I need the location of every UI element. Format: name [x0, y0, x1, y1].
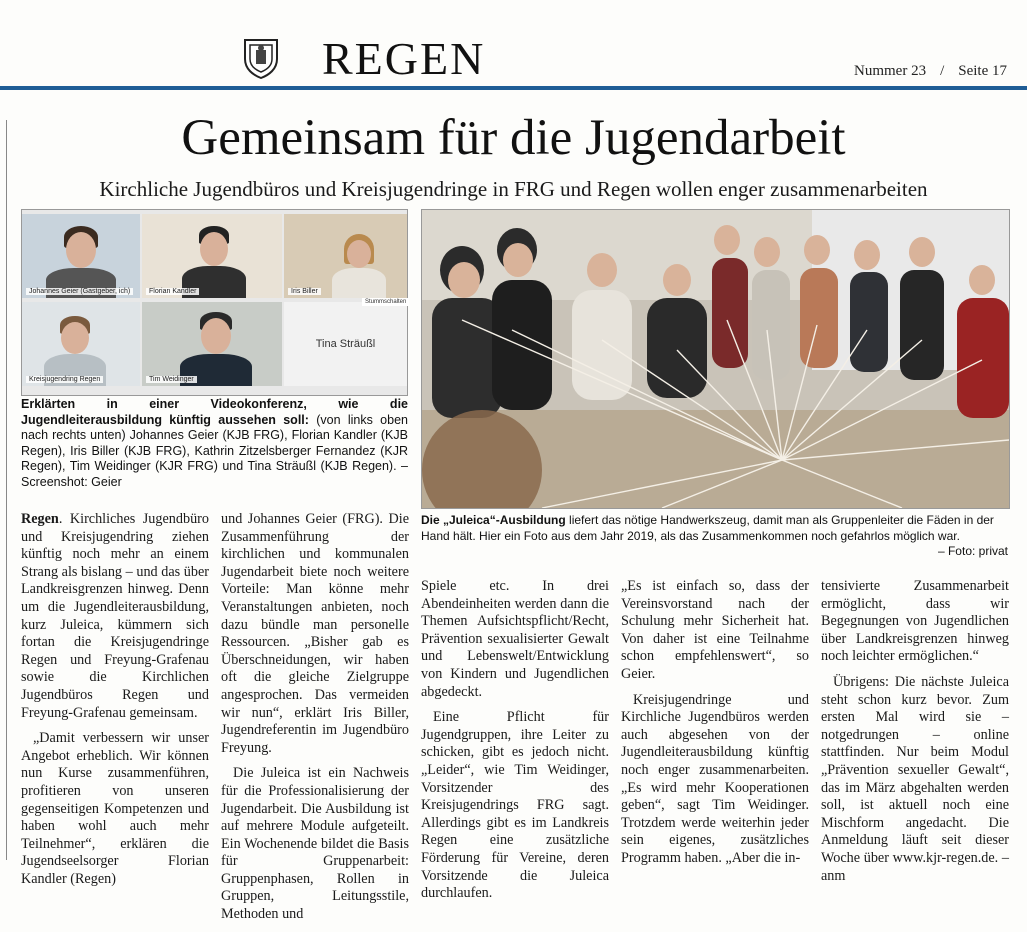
participant-label: Kreisjugendring Regen [26, 376, 103, 383]
photo-credit: – Foto: privat [937, 544, 1008, 558]
article-column-3 [421, 578, 609, 911]
paragraph: und Johannes Geier (FRG). Die Zusammenführung der kirchlichen und kommunalen Jugendarbeit biete noch weitere Vorteile: Man könne mehr Veranstaltungen anbieten, noch dazu bündle man personelle Ressourcen. „Bisher gab es Überschneidungen, wir haben oft die gleiche Zielgruppe angesprochen. Das vermeiden wir nun“, erklärt Iris Biller, Jugendreferentin im Jugendbüro Freyung. [221, 511, 409, 756]
paragraph: Die Juleica ist ein Nachweis für die Professionalisierung der Jugendarbeit. Die Ausbildung ist auf mehrere Module aufgeteilt. Ein Wochenende bildet die Basis für Gruppenarbeit: Gruppenphasen, Rollen in Gruppen, Leitungsstile, Methoden und [221, 765, 409, 923]
group-photo [421, 209, 1010, 509]
caption-video-text: (von links oben nach rechts unten) Johannes Geier (KJB FRG), Florian Kandler (KJB Regen), Iris Biller (KJB FRG), Kathrin Zitzelsberger Fernandez (KJR Regen), Tim Weidinger (KJR FRG) und Tina Sträußl (KJB Regen). – Screenshot: Geier [21, 412, 408, 489]
article-column-2 [221, 511, 409, 932]
participant-tile [142, 302, 282, 386]
participant-label: Florian Kandler [146, 288, 199, 295]
article-column-5 [821, 578, 1009, 893]
issue-number: Nummer 23 [854, 63, 927, 79]
paragraph-text: . Kirchliches Jugendbüro und Kreisjugendring ziehen künftig noch mehr an einem Strang als bislang – und das über Landkreisgrenzen hinweg. Denn um die Jugendleiterausbildung, kurz Juleica, kümmern sich fortan die Kreisjugendringe Regen und Freyung-Grafenau sowie die Kirchlichen Jugendbüros Regen und Freyung-Grafenau gemeinsam. [21, 511, 209, 721]
mute-label: Stummschalten [362, 298, 409, 306]
paragraph: Spiele etc. In drei Abendeinheiten werden dann die Themen Aufsichtspflicht/Recht, Prävention sexualisierter Gewalt und Lebenswelt/Entwicklung von Kindern und Jugendlichen abgedeckt. [421, 578, 609, 700]
paragraph [21, 511, 209, 722]
participant-tile-tina [284, 302, 407, 386]
video-conference-screenshot [21, 209, 408, 396]
masthead-title: REGEN [322, 33, 486, 84]
subheadline: Kirchliche Jugendbüros und Kreisjugendringe in FRG und Regen wollen enger zusammenarbeiten [99, 177, 928, 201]
caption-video [21, 397, 408, 491]
participant-tile [284, 214, 407, 298]
caption-photo [421, 513, 1008, 560]
paragraph: Eine Pflicht für Jugendgruppen, ihre Leiter zu schicken, gibt es jedoch nicht. „Leider“, wie Tim Weidinger, Vorsitzender des Kreisjugendrings FRG sagt. Allerdings gibt es im Landkreis Regen eine zusätzliche Förderung für Vereine, deren Vorsitzende die Juleica durchlaufen. [421, 709, 609, 902]
paragraph: „Es ist einfach so, dass der Vereinsvorstand nach der Schulung mehr Sicherheit hat. Von daher ist eine Teilnahme schon empfehlenswert“, so Geier. [621, 578, 809, 682]
participant-label: Tim Weidinger [146, 376, 197, 383]
paragraph: „Damit verbessern wir unser Angebot erheblich. Wir können nun Kurse zusammenführen, profitieren von unseren gegenseitigen Kompetenzen und haben wohl auch mehr Teilnehmer“, erklären die Jugendseelsorger Florian Kandler (Regen) [21, 730, 209, 887]
masthead-rule [0, 86, 1027, 90]
headline: Gemeinsam für die Jugendarbeit [181, 110, 846, 166]
margin-rule [6, 120, 7, 860]
participant-tile [22, 214, 140, 298]
dateline: Regen [21, 511, 59, 527]
participant-tile [142, 214, 282, 298]
paragraph: Übrigens: Die nächste Juleica steht schon kurz bevor. Zum ersten Mal wird sie – notgedrungen – online stattfinden. Nur beim Modul „Prävention sexueller Gewalt“, das im März abgehalten werden soll, ist aktuell noch eine Mischform angedacht. Die Anmeldung läuft seit dieser Woche über www.kjr-regen.de. – anm [821, 673, 1009, 884]
article-column-4 [621, 578, 809, 876]
coat-of-arms-logo [241, 37, 281, 79]
caption-photo-text: liefert das nötige Handwerkszeug, damit man als Gruppenleiter die Fäden in der Hand hält. Hier ein Foto aus dem Jahr 2019, als das Zusammenkommen noch gefahrlos möglich war. [421, 513, 994, 543]
paragraph: tensivierte Zusammenarbeit ermöglicht, dass wir Begegnungen von Jugendlichen über Landkreisgrenzen hinweg noch leichter ermöglichen.“ [821, 578, 1009, 665]
page-number: Seite 17 [958, 63, 1007, 79]
participant-label: Johannes Geier (Gastgeber, ich) [26, 288, 133, 295]
caption-video-lead: Erklärten in einer Videokonferenz, wie die Jugendleiterausbildung künftig aussehen soll: [21, 397, 408, 427]
caption-photo-lead: Die „Juleica“-Ausbildung [421, 513, 566, 527]
participant-tile [22, 302, 140, 386]
participant-label: Iris Biller [288, 288, 321, 295]
issue-info: Nummer 23 / Seite 17 [854, 63, 1007, 79]
caption-photo-body [421, 513, 1008, 544]
participant-name: Tina Sträußl [315, 338, 376, 350]
paragraph: Kreisjugendringe und Kirchliche Jugendbüros werden auch abgesehen von der Jugendleiterausbildung künftig noch enger zusammenarbeiten. „Es wird mehr Kooperationen geben“, sagt Tim Weidinger. Trotzdem werde weiterhin jeder sein eigenes, zusätzliches Programm haben. „Aber die in- [621, 691, 809, 866]
article-column-1 [21, 511, 209, 896]
